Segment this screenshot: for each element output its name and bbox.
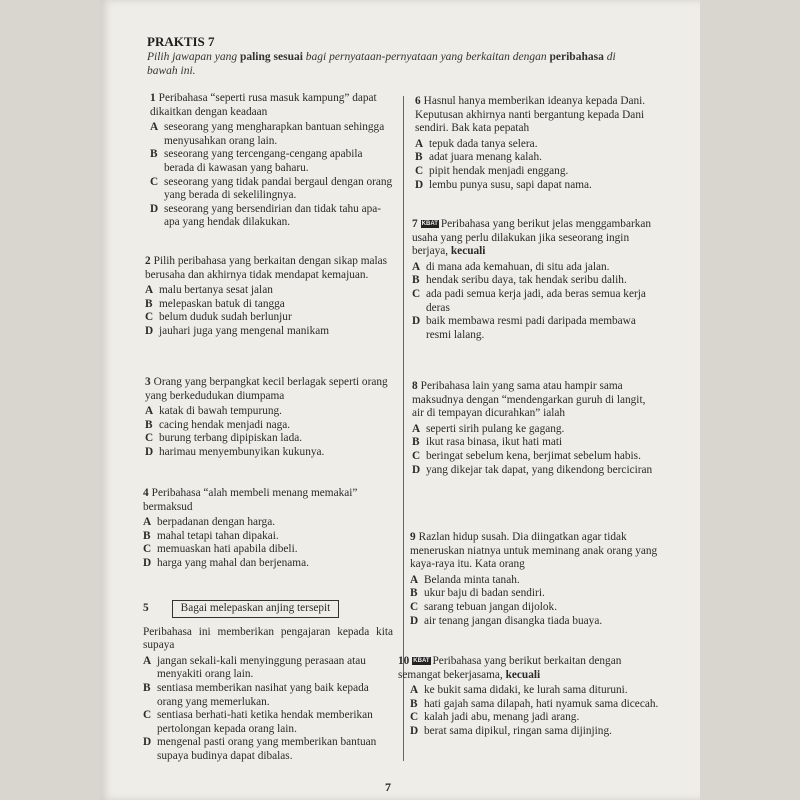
option-letter: A <box>143 654 152 667</box>
option-text: di mana ada kemahuan, di situ ada jalan. <box>426 260 610 273</box>
option-text: ikut rasa binasa, ikut hati mati <box>426 436 563 449</box>
question-stem <box>410 531 658 572</box>
option-letter: D <box>410 724 419 737</box>
question-8 <box>412 380 658 477</box>
stem-text: Razlan hidup susah. Dia diingatkan agar tidak meneruskan niatnya untuk meminang anak orang yang kaya-raya itu. Kata orang <box>410 531 658 571</box>
option-text: tepuk dada tanya selera. <box>429 137 538 150</box>
option-letter: B <box>150 148 158 161</box>
instr-bold: peribahasa <box>549 51 604 63</box>
option-text: berpadanan dengan harga. <box>157 516 276 529</box>
option-d[interactable] <box>412 464 658 478</box>
boxed-proverb-row <box>143 600 393 618</box>
option-b[interactable] <box>398 698 660 712</box>
option-c[interactable] <box>398 711 660 725</box>
option-letter: C <box>145 432 154 445</box>
option-letter: A <box>150 121 159 134</box>
option-letter: D <box>410 614 419 627</box>
option-letter: B <box>143 529 151 542</box>
instr-bold: paling sesuai <box>239 51 303 63</box>
question-number: 8 <box>412 380 418 392</box>
kbat-badge-icon: KBAT <box>413 658 430 665</box>
option-a[interactable] <box>145 284 393 298</box>
option-d[interactable] <box>410 615 658 629</box>
question-stem <box>412 380 658 421</box>
option-letter: C <box>145 311 154 324</box>
option-letter: A <box>145 405 154 418</box>
option-c[interactable] <box>145 432 393 446</box>
option-text: malu bertanya sesat jalan <box>159 284 273 297</box>
option-d[interactable] <box>143 557 393 571</box>
question-stem <box>415 95 657 136</box>
question-number: 7 <box>412 218 418 230</box>
option-d[interactable] <box>415 179 657 193</box>
boxed-proverb: Bagai melepaskan anjing tersepit <box>172 600 340 618</box>
option-letter: C <box>412 449 421 462</box>
option-text: burung terbang dipipiskan lada. <box>159 432 303 445</box>
option-b[interactable] <box>412 436 658 450</box>
option-letter: C <box>150 175 159 188</box>
option-a[interactable] <box>143 655 393 682</box>
question-number: 2 <box>145 255 151 267</box>
question-stem <box>145 376 393 403</box>
option-text: ukur baju di badan sendiri. <box>424 587 545 600</box>
option-letter: D <box>412 315 421 328</box>
option-a[interactable] <box>150 121 393 148</box>
option-a[interactable] <box>415 138 657 152</box>
question-5 <box>143 600 393 764</box>
option-d[interactable] <box>398 725 660 739</box>
instr-part: di bawah ini. <box>147 51 616 77</box>
option-letter: A <box>412 260 421 273</box>
option-text: jangan sekali-kali menyinggung perasaan atau menyakiti orang lain. <box>157 654 366 681</box>
option-letter: C <box>410 711 419 724</box>
option-text: seseorang yang mengharapkan bantuan sehingga menyusahkan orang lain. <box>164 121 385 147</box>
option-c[interactable] <box>150 176 393 203</box>
option-text: memuaskan hati apabila dibeli. <box>157 543 298 556</box>
question-stem <box>398 655 660 682</box>
question-stem <box>150 92 393 119</box>
option-text: lembu punya susu, sapi dapat nama. <box>429 178 592 191</box>
option-letter: B <box>143 681 151 694</box>
option-d[interactable] <box>145 446 393 460</box>
question-3 <box>145 376 393 460</box>
page-title: PRAKTIS 7 <box>147 34 215 49</box>
question-stem <box>145 255 393 282</box>
option-c[interactable] <box>143 709 393 736</box>
question-number: 3 <box>145 376 151 388</box>
option-text: berat sama dipikul, ringan sama dijinjing. <box>424 724 612 737</box>
stem-text: Peribahasa yang berikut jelas menggambarkan usaha yang perlu dilakukan jika seseorang ingin berjaya, <box>412 218 652 258</box>
question-number: 9 <box>410 531 416 543</box>
option-letter: D <box>143 556 152 569</box>
option-d[interactable] <box>412 315 658 342</box>
option-letter: A <box>412 422 421 435</box>
page-number: 7 <box>385 780 391 794</box>
option-b[interactable] <box>410 587 658 601</box>
option-letter: D <box>143 736 152 749</box>
option-b[interactable] <box>412 274 658 288</box>
option-text: seseorang yang tercengang-cengang apabila berada di kawasan yang baharu. <box>164 148 363 174</box>
option-letter: A <box>415 137 424 150</box>
question-6 <box>415 95 657 192</box>
option-text: ada padi semua kerja jadi, ada beras semua kerja deras <box>426 287 646 314</box>
question-9 <box>410 531 658 628</box>
option-text: harga yang mahal dan berjenama. <box>157 556 309 569</box>
option-letter: A <box>410 573 419 586</box>
stem-text: Peribahasa ini memberikan pengajaran kepada kita supaya <box>143 625 393 652</box>
stem-text: Peribahasa “seperti rusa masuk kampung” dapat dikaitkan dengan keadaan <box>150 92 377 118</box>
question-stem <box>412 218 658 259</box>
stem-emphasis: kecuali <box>450 245 486 258</box>
question-10 <box>398 655 660 739</box>
option-b[interactable] <box>143 530 393 544</box>
stem-text: Pilih peribahasa yang berkaitan dengan sikap malas berusaha dan akhirnya tidak mendapat kemajuan. <box>145 255 388 281</box>
stem-text: Orang yang berpangkat kecil berlagak seperti orang yang berkedudukan diumpama <box>145 376 388 402</box>
option-text: Belanda minta tanah. <box>424 573 520 586</box>
option-text: sarang tebuan jangan dijolok. <box>424 600 558 613</box>
option-letter: B <box>145 297 153 310</box>
instr-part: bagi pernyataan-pernyataan yang berkaitan dengan <box>302 51 550 63</box>
option-text: sentiasa memberikan nasihat yang baik kepada orang yang memerlukan. <box>157 681 369 708</box>
stem-text: Peribahasa yang berikut berkaitan dengan semangat bekerjasama, <box>398 655 622 681</box>
option-letter: B <box>410 587 418 600</box>
option-letter: A <box>143 516 152 529</box>
option-b[interactable] <box>415 151 657 165</box>
option-d[interactable] <box>143 736 393 763</box>
option-text: seseorang yang tidak pandai bergaul dengan orang yang berada di sekelilingnya. <box>164 175 393 202</box>
option-letter: C <box>410 600 419 613</box>
option-b[interactable] <box>143 682 393 709</box>
option-letter: B <box>410 697 418 710</box>
option-text: adat juara menang kalah. <box>429 151 542 164</box>
option-letter: D <box>150 202 159 215</box>
stem-text: Peribahasa “alah membeli menang memakai” bermaksud <box>143 487 358 513</box>
option-c[interactable] <box>410 601 658 615</box>
option-a[interactable] <box>412 261 658 275</box>
option-d[interactable] <box>145 325 393 339</box>
question-2 <box>145 255 393 339</box>
option-letter: A <box>410 684 419 697</box>
option-text: kalah jadi abu, menang jadi arang. <box>424 711 580 724</box>
option-letter: C <box>412 287 421 300</box>
question-number: 4 <box>143 487 149 499</box>
option-letter: C <box>143 543 152 556</box>
option-letter: B <box>412 274 420 287</box>
option-letter: D <box>412 463 421 476</box>
option-a[interactable] <box>145 405 393 419</box>
option-letter: B <box>145 418 153 431</box>
option-c[interactable] <box>145 311 393 325</box>
question-4 <box>143 487 393 571</box>
option-text: katak di bawah tempurung. <box>159 405 282 418</box>
question-number: 1 <box>150 92 156 104</box>
question-7 <box>412 218 658 342</box>
option-a[interactable] <box>143 516 393 530</box>
option-text: ke bukit sama didaki, ke lurah sama dituruni. <box>424 684 628 697</box>
option-b[interactable] <box>145 419 393 433</box>
option-letter: C <box>143 709 152 722</box>
option-text: baik membawa resmi padi daripada membawa resmi lalang. <box>426 315 636 341</box>
option-letter: C <box>415 164 424 177</box>
option-letter: D <box>145 324 154 337</box>
option-text: cacing hendak menjadi naga. <box>159 418 291 431</box>
question-stem <box>143 487 393 514</box>
stem-text: Peribahasa lain yang sama atau hampir sama maksudnya dengan “mendengarkan guruh di langit, air di tempayan dicurahkan” ialah <box>412 380 646 420</box>
option-text: beringat sebelum kena, berjimat sebelum habis. <box>426 449 641 462</box>
option-text: pipit hendak menjadi enggang. <box>429 164 569 177</box>
option-text: air tenang jangan disangka tiada buaya. <box>424 614 603 627</box>
instructions <box>147 50 647 78</box>
option-text: hati gajah sama dilapah, hati nyamuk sama dicecah. <box>424 697 659 710</box>
option-text: sentiasa berhati-hati ketika hendak memberikan pertolongan kepada orang lain. <box>157 709 373 735</box>
question-number: 10 <box>398 655 410 667</box>
option-letter: B <box>412 436 420 449</box>
option-text: belum duduk sudah berlunjur <box>159 311 292 324</box>
option-c[interactable] <box>415 165 657 179</box>
option-letter: B <box>415 151 423 164</box>
option-a[interactable] <box>398 684 660 698</box>
question-1 <box>150 92 393 230</box>
option-letter: A <box>145 284 154 297</box>
option-text: jauhari juga yang mengenal manikam <box>159 324 330 337</box>
kbat-badge-icon: KBAT <box>421 221 438 228</box>
option-c[interactable] <box>412 450 658 464</box>
option-a[interactable] <box>410 574 658 588</box>
option-letter: D <box>145 445 154 458</box>
option-b[interactable] <box>145 298 393 312</box>
option-text: seseorang yang bersendirian dan tidak tahu apa-apa yang hendak dilakukan. <box>164 202 382 229</box>
stem-text: Hasnul hanya memberikan ideanya kepada Dani. Keputusan akhirnya nanti bergantung kepada Dani sendiri. Bak kata pepatah <box>415 95 646 135</box>
instr-part: Pilih jawapan yang <box>147 51 240 63</box>
option-text: hendak seribu daya, tak hendak seribu dalih. <box>426 274 627 287</box>
option-d[interactable] <box>150 203 393 230</box>
option-text: mengenal pasti orang yang memberikan bantuan supaya budinya dapat dibalas. <box>157 736 377 762</box>
option-text: harimau menyembunyikan kukunya. <box>159 445 325 458</box>
option-a[interactable] <box>412 423 658 437</box>
option-text: melepaskan batuk di tangga <box>159 297 285 310</box>
stem-emphasis: kecuali <box>505 668 541 681</box>
question-number: 5 <box>143 602 149 614</box>
option-letter: D <box>415 178 424 191</box>
option-text: mahal tetapi tahan dipakai. <box>157 529 279 542</box>
option-text: seperti sirih pulang ke gagang. <box>426 422 565 435</box>
option-c[interactable] <box>143 543 393 557</box>
option-b[interactable] <box>150 148 393 175</box>
option-c[interactable] <box>412 288 658 315</box>
option-text: yang dikejar tak dapat, yang dikendong berciciran <box>426 463 653 476</box>
question-number: 6 <box>415 95 421 107</box>
